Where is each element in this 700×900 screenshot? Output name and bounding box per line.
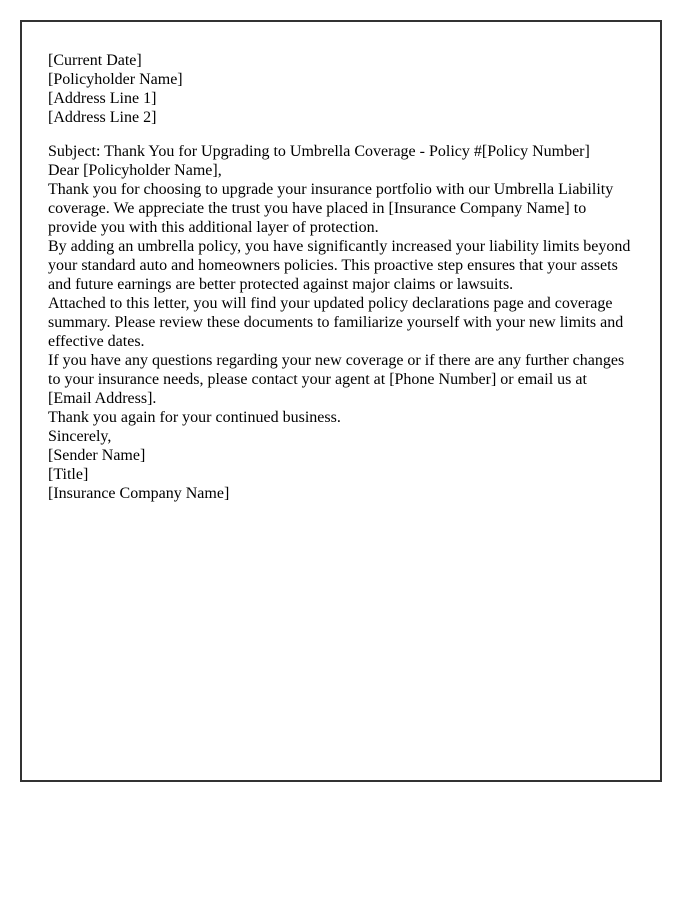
body-paragraph-1: Thank you for choosing to upgrade your insurance portfolio with our Umbrella Liability coverage. We appreciate the trust you have placed in [Insurance Company Name] to provide you with this additional layer of protection. <box>48 180 614 236</box>
body-paragraph-2: By adding an umbrella policy, you have significantly increased your liability limits beyond your standard auto and homeowners policies. This proactive step ensures that your assets and future earnings are better protected against major claims or lawsuits. <box>48 237 631 293</box>
date-line: [Current Date] <box>48 52 142 69</box>
recipient-name-line: [Policyholder Name] <box>48 71 183 88</box>
body-paragraph-4: If you have any questions regarding your new coverage or if there are any further changes to your insurance needs, please contact your agent at [Phone Number] or email us at [Email Address]. <box>48 351 625 407</box>
signature-title: [Title] <box>48 465 89 483</box>
recipient-address-line-1: [Address Line 1] <box>48 90 157 107</box>
recipient-address-line-2: [Address Line 2] <box>48 109 157 126</box>
body-paragraph-3: Attached to this letter, you will find your updated policy declarations page and coverage summary. Please review these documents to familiarize yourself with your new limits and effective dates. <box>48 294 624 350</box>
signature-company-name: [Insurance Company Name] <box>48 484 230 502</box>
subject-line: Subject: Thank You for Upgrading to Umbrella Coverage - Policy #[Policy Number] <box>48 142 590 160</box>
closing-line: Sincerely, <box>48 427 112 445</box>
signature-block <box>48 446 634 503</box>
body-paragraph-5: Thank you again for your continued business. <box>48 408 341 426</box>
signature-sender-name: [Sender Name] <box>48 446 146 464</box>
letter-container <box>20 20 662 782</box>
recipient-address-block <box>48 70 634 127</box>
salutation: Dear [Policyholder Name], <box>48 161 222 179</box>
